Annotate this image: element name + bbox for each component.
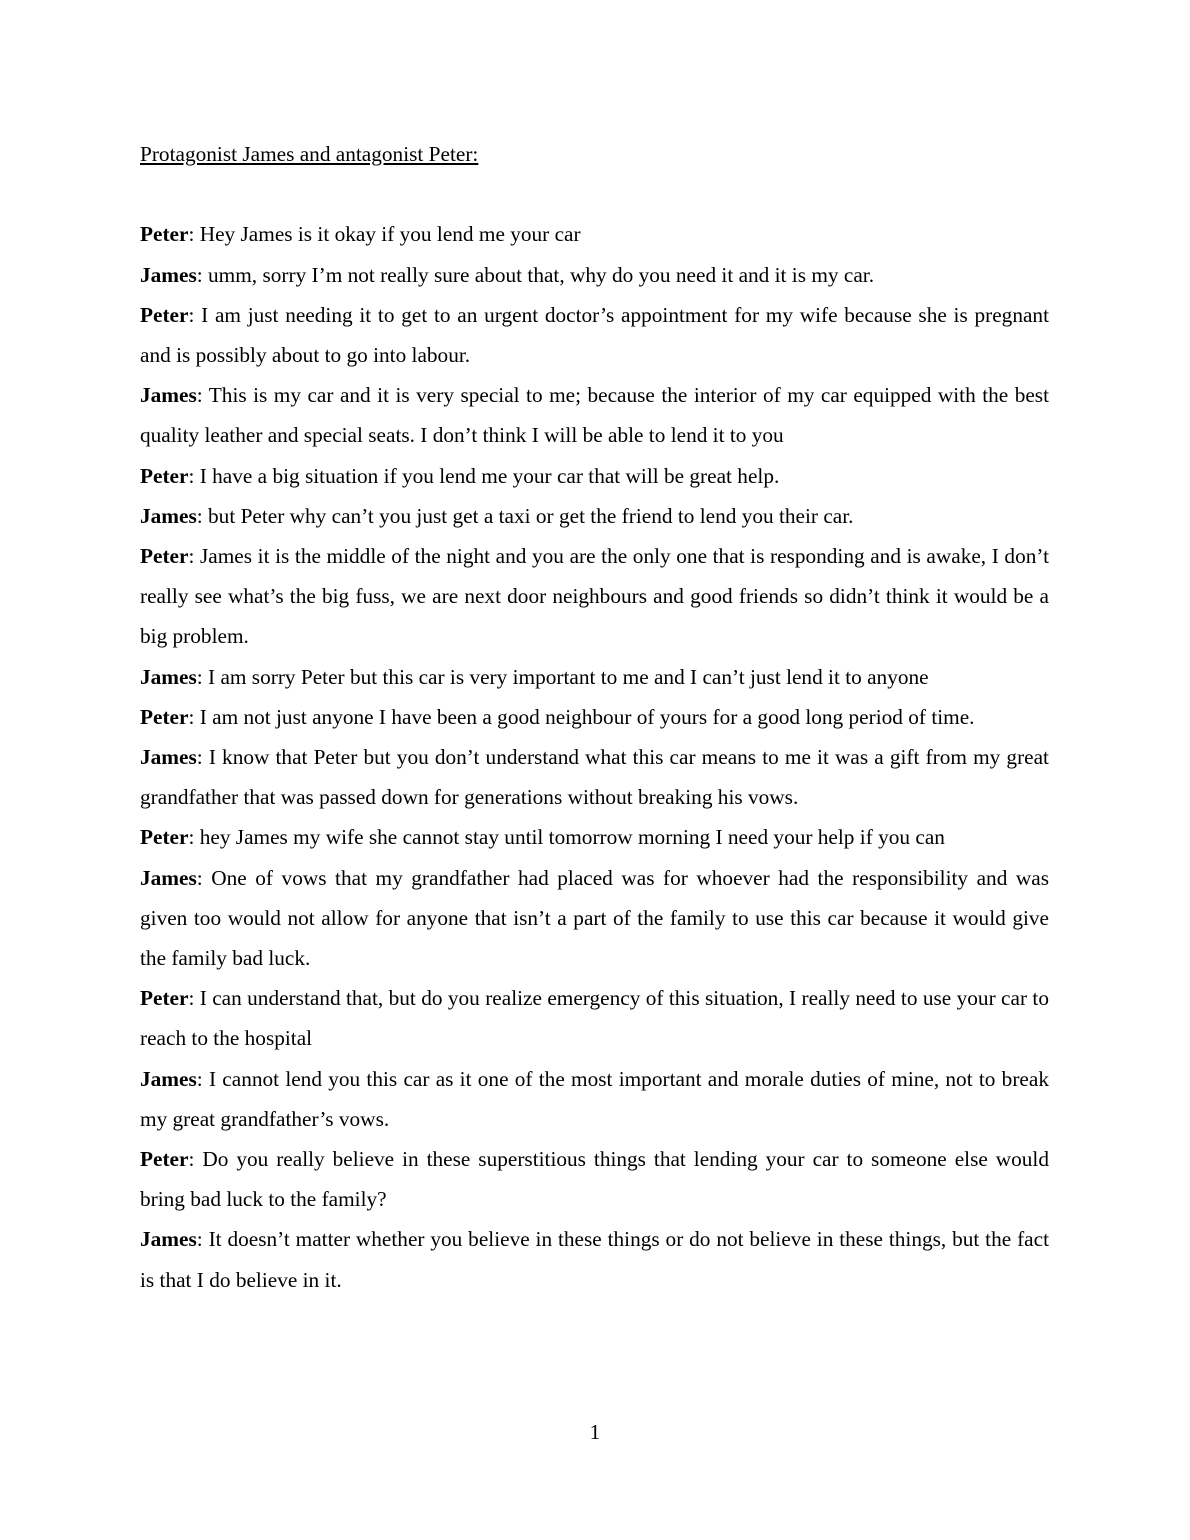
dialogue-line — [140, 1219, 1049, 1299]
speaker-name: James — [140, 383, 197, 408]
dialogue-text: umm, sorry I’m not really sure about that, why do you need it and it is my car. — [208, 262, 875, 287]
dialogue-text: I cannot lend you this car as it one of the most important and morale duties of mine, not to break my great grandfather’s vows. — [140, 1066, 1049, 1131]
dialogue-line — [140, 375, 1049, 455]
speaker-name: James — [140, 262, 197, 287]
dialogue-text: Hey James is it okay if you lend me your car — [199, 222, 581, 247]
dialogue-line — [140, 1139, 1049, 1219]
document-body — [140, 134, 1049, 1300]
dialogue-text: I am sorry Peter but this car is very important to me and I can’t just lend it to anyone — [208, 664, 929, 689]
dialogue-line — [140, 657, 1049, 697]
dialogue-text: but Peter why can’t you just get a taxi or get the friend to lend you their car. — [208, 503, 854, 528]
dialogue-text: This is my car and it is very special to me; because the interior of my car equipped with the best quality leather and special seats. I don’t think I will be able to lend it to you — [140, 383, 1050, 448]
dialogue-text: It doesn’t matter whether you believe in these things or do not believe in these things, but the fact is that I do believe in it. — [140, 1227, 1049, 1292]
speaker-separator: : — [188, 704, 200, 729]
dialogue-text: Do you really believe in these superstitious things that lending your car to someone else would bring bad luck to the family? — [140, 1147, 1049, 1212]
document-heading: Protagonist James and antagonist Peter: — [140, 142, 479, 166]
dialogue-text: James it is the middle of the night and you are the only one that is responding and is awake, I don’t really see what’s the big fuss, we are next door neighbours and good friends so didn’t think it would be a big problem. — [140, 544, 1049, 649]
speaker-separator: : — [196, 664, 209, 689]
speaker-name: Peter — [140, 302, 189, 327]
speaker-separator: : — [196, 1066, 209, 1091]
dialogue-text: I can understand that, but do you realize emergency of this situation, I really need to use your car to reach to the hospital — [140, 986, 1049, 1051]
speaker-name: James — [140, 503, 197, 528]
dialogue-line — [140, 978, 1049, 1058]
page-number: 1 — [589, 1420, 601, 1444]
speaker-separator: : — [188, 302, 202, 327]
speaker-name: James — [140, 1066, 197, 1091]
speaker-separator: : — [196, 745, 209, 770]
speaker-separator: : — [196, 262, 209, 287]
dialogue-line — [140, 456, 1049, 496]
speaker-separator: : — [188, 825, 200, 850]
speaker-separator: : — [196, 383, 209, 408]
dialogue-line — [140, 255, 1049, 295]
dialogue-text: hey James my wife she cannot stay until tomorrow morning I need your help if you can — [199, 825, 945, 850]
dialogue-list — [140, 214, 1049, 1299]
dialogue-text: I know that Peter but you don’t understand what this car means to me it was a gift from my great grandfather that was passed down for generations without breaking his vows. — [140, 745, 1049, 810]
dialogue-line — [140, 858, 1049, 979]
speaker-name: James — [140, 1227, 197, 1252]
speaker-separator: : — [196, 503, 209, 528]
speaker-name: James — [140, 745, 197, 770]
speaker-name: James — [140, 664, 197, 689]
speaker-name: Peter — [140, 222, 189, 247]
speaker-name: Peter — [140, 704, 189, 729]
speaker-name: Peter — [140, 1147, 189, 1172]
speaker-separator: : — [188, 986, 200, 1011]
speaker-separator: : — [188, 1147, 203, 1172]
dialogue-line — [140, 697, 1049, 737]
speaker-separator: : — [188, 222, 200, 247]
speaker-name: Peter — [140, 544, 189, 569]
dialogue-line — [140, 817, 1049, 857]
dialogue-line — [140, 1059, 1049, 1139]
dialogue-text: I have a big situation if you lend me your car that will be great help. — [199, 463, 780, 488]
speaker-name: Peter — [140, 986, 189, 1011]
dialogue-line — [140, 536, 1049, 657]
speaker-separator: : — [188, 544, 200, 569]
speaker-separator: : — [196, 865, 212, 890]
dialogue-text: I am just needing it to get to an urgent doctor’s appointment for my wife because she is pregnant and is possibly about to go into labour. — [140, 302, 1049, 367]
speaker-name: Peter — [140, 463, 189, 488]
dialogue-text: One of vows that my grandfather had placed was for whoever had the responsibility and was given too would not allow for anyone that isn’t a part of the family to use this car because it would give the family bad luck. — [140, 865, 1049, 971]
speaker-name: Peter — [140, 825, 189, 850]
speaker-separator: : — [188, 463, 200, 488]
speaker-name: James — [140, 865, 197, 890]
dialogue-line — [140, 214, 1049, 254]
dialogue-line — [140, 496, 1049, 536]
speaker-separator: : — [196, 1227, 209, 1252]
dialogue-text: I am not just anyone I have been a good neighbour of yours for a good long period of time. — [199, 704, 975, 729]
dialogue-line — [140, 737, 1049, 817]
dialogue-line — [140, 295, 1049, 375]
